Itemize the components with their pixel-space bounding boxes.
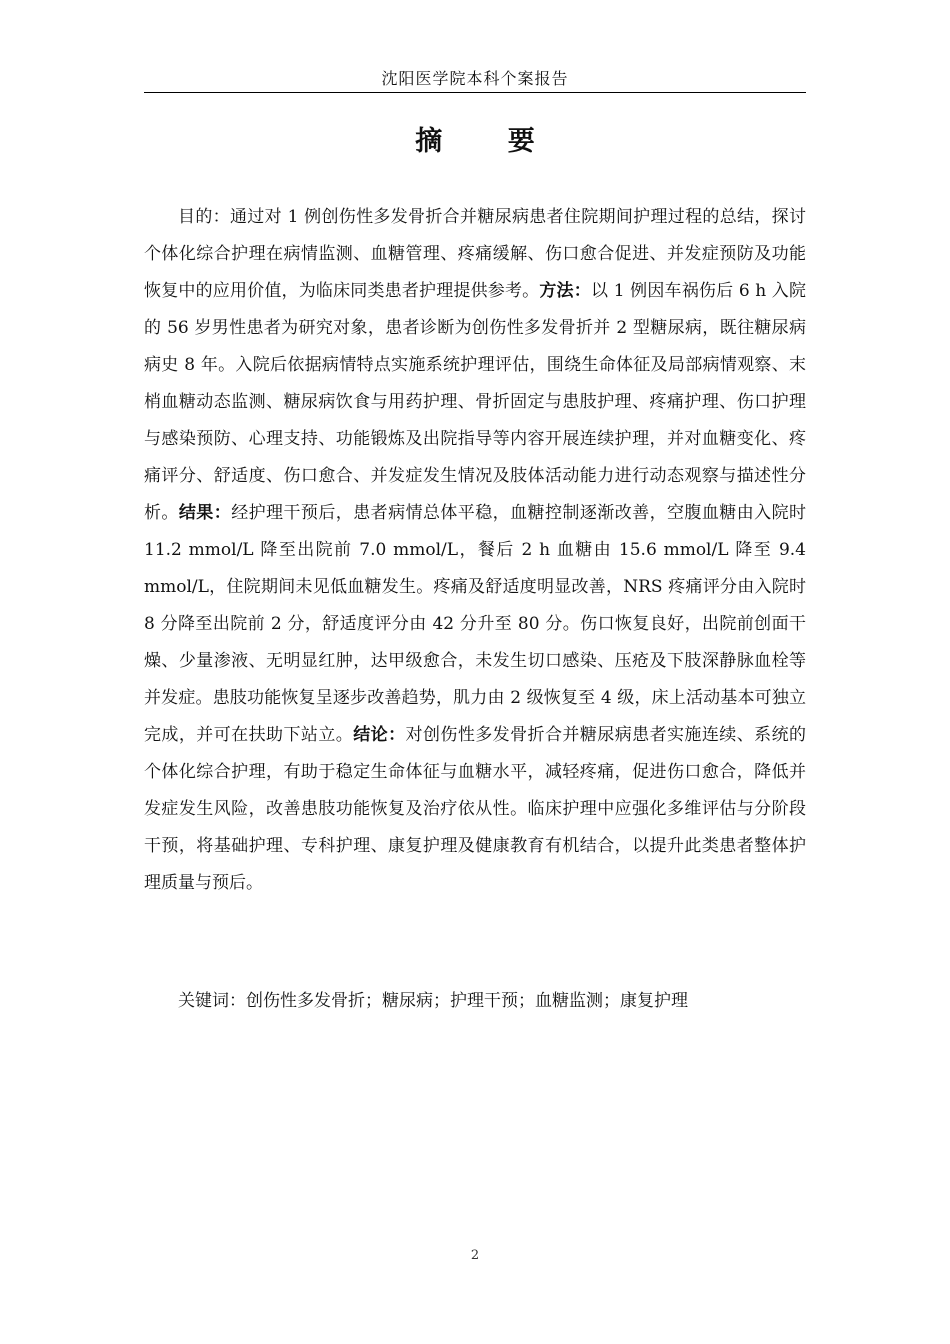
running-header: 沈阳医学院本科个案报告 <box>381 69 569 88</box>
methods-label: 方法： <box>539 281 591 301</box>
purpose-label: 目的： <box>178 207 230 227</box>
page-title: 摘 要 <box>415 126 563 157</box>
abstract-body <box>144 199 806 902</box>
conclusion-label: 结论： <box>353 725 406 745</box>
keywords-line <box>144 983 806 1020</box>
keywords-label: 关键词： <box>178 991 246 1011</box>
page-number: 2 <box>470 1248 480 1263</box>
header-divider <box>144 92 806 93</box>
conclusion-text: 对创伤性多发骨折合并糖尿病患者实施连续、系统的个体化综合护理，有助于稳定生命体征与血糖水平，减轻疼痛，促进伤口愈合，降低并发症发生风险，改善患肢功能恢复及治疗依从性。临床护理中应强化多维评估与分阶段干预，将基础护理、专科护理、康复护理及健康教育有机结合，以提升此类患者整体护理质量与预后。 <box>144 725 807 893</box>
results-text: 经护理干预后，患者病情总体平稳，血糖控制逐渐改善，空腹血糖由入院时 11.2 mmol/L 降至出院前 7.0 mmol/L，餐后 2 h 血糖由 15.6 mmol/L 降至 9.4 mmol/L，住院期间未见低血糖发生。疼痛及舒适度明显改善，NRS 疼痛评分由入院时 8 分降至出院前 2 分，舒适度评分由 42 分升至 80 分。伤口恢复良好，出院前创面干燥、少量渗液、无明显红肿，达甲级愈合，未发生切口感染、压疮及下肢深静脉血栓等并发症。患肢功能恢复呈逐步改善趋势，肌力由 2 级恢复至 4 级，床上活动基本可独立完成，并可在扶助下站立。 <box>144 503 807 745</box>
results-label: 结果： <box>178 503 232 523</box>
keywords-text: 创伤性多发骨折；糖尿病；护理干预；血糖监测；康复护理 <box>246 991 688 1011</box>
purpose-text: 通过对 1 例创伤性多发骨折合并糖尿病患者住院期间护理过程的总结，探讨个体化综合护理在病情监测、血糖管理、疼痛缓解、伤口愈合促进、并发症预防及功能恢复中的应用价值，为临床同类患者护理提供参考。 <box>144 207 807 301</box>
methods-text: 以 1 例因车祸伤后 6 h 入院的 56 岁男性患者为研究对象，患者诊断为创伤性多发骨折并 2 型糖尿病，既往糖尿病病史 8 年。入院后依据病情特点实施系统护理评估，围绕生命体征及局部病情观察、末梢血糖动态监测、糖尿病饮食与用药护理、骨折固定与患肢护理、疼痛护理、伤口护理与感染预防、心理支持、功能锻炼及出院指导等内容开展连续护理，并对血糖变化、疼痛评分、舒适度、伤口愈合、并发症发生情况及肢体活动能力进行动态观察与描述性分析。 <box>144 281 807 523</box>
